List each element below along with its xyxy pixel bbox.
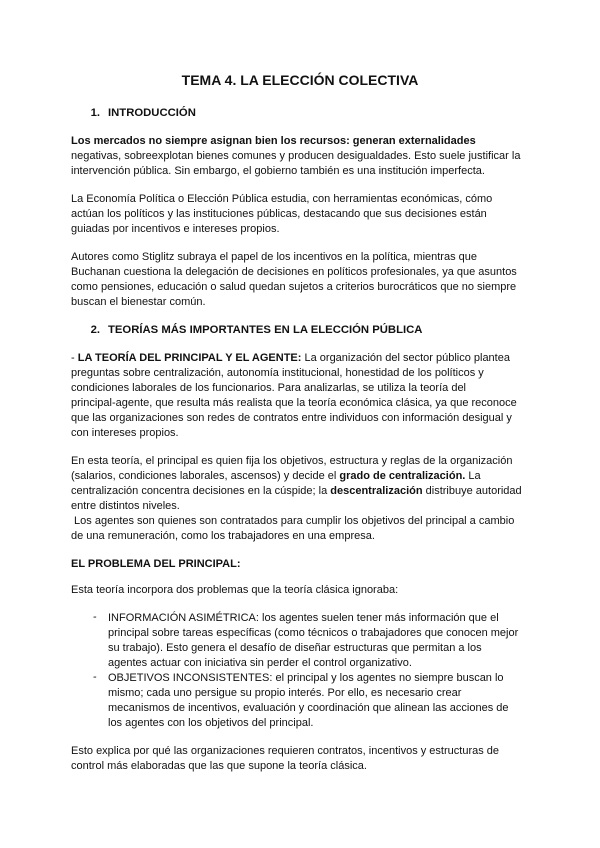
text-line bbox=[71, 469, 541, 484]
text-line: de una remuneración, como los trabajadores en una empresa. bbox=[71, 530, 375, 542]
paragraph-autores bbox=[71, 250, 541, 310]
section-heading-teorias bbox=[71, 323, 541, 338]
text-line: mismo; cada uno persigue su propio interés. Por ello, es necesario crear bbox=[108, 687, 462, 699]
text-line: actúan los políticos y las instituciones públicas, destacando que sus decisiones están bbox=[71, 208, 487, 220]
section-number: 1. bbox=[90, 107, 100, 119]
document-title: TEMA 4. LA ELECCIÓN COLECTIVA bbox=[181, 72, 419, 88]
text-line: como pensiones, educación o salud quedan sujetos a criterios burocráticos que no siempre bbox=[71, 281, 517, 293]
text-line bbox=[71, 484, 541, 499]
text-line: preguntas sobre centralización, autonomía institucional, honestidad de los políticos y bbox=[71, 367, 484, 379]
text-line: control más elaboradas que las que supone la teoría clásica. bbox=[71, 760, 367, 772]
list-item bbox=[71, 611, 541, 671]
paragraph-principal-agente bbox=[71, 351, 541, 441]
text-line: los agentes con los objetivos del principal. bbox=[108, 717, 314, 729]
bold-text: LA TEORÍA DEL PRINCIPAL Y EL AGENTE: bbox=[77, 352, 302, 364]
prefix: - bbox=[71, 352, 78, 364]
paragraph-economia-politica bbox=[71, 192, 541, 237]
text: La organización del sector público plantea bbox=[301, 352, 510, 364]
paragraph-principal-definicion bbox=[71, 454, 541, 544]
text-line: intervención pública. Sin embargo, el gobierno también es una institución imperfecta. bbox=[71, 165, 485, 177]
bold-text: grado de centralización. bbox=[339, 470, 466, 482]
text-line: INFORMACIÓN ASIMÉTRICA: los agentes suelen tener más información que el bbox=[108, 612, 499, 624]
text-line: principal-agente, que resulta más realista que la teoría económica clásica, ya que reconoce bbox=[71, 397, 517, 409]
text-line: su trabajo). Esto genera el desafío de diseñar estructuras que permitan a los bbox=[108, 642, 482, 654]
text-line: La Economía Política o Elección Pública estudia, con herramientas económicas, cómo bbox=[71, 193, 493, 205]
list-item bbox=[71, 671, 541, 731]
bullet-dash: - bbox=[93, 611, 97, 623]
text-line bbox=[71, 351, 541, 366]
text: centralización concentra decisiones en la cúspide; la bbox=[71, 485, 331, 497]
section-title: INTRODUCCIÓN bbox=[108, 107, 196, 119]
text-line: principal sobre tareas específicas (como técnicos o trabajadores que conocen mejor bbox=[108, 627, 519, 639]
text-line: negativas, sobreexplotan bienes comunes y producen desigualdades. Esto suele justificar la bbox=[71, 150, 521, 162]
subheading-problema-principal: EL PROBLEMA DEL PRINCIPAL: bbox=[71, 558, 241, 570]
text: (salarios, condiciones laborales, ascensos) y decide el bbox=[71, 470, 340, 482]
section-heading-introduccion bbox=[71, 106, 541, 121]
paragraph-intro-problemas bbox=[71, 583, 541, 598]
text-line: Esta teoría incorpora dos problemas que la teoría clásica ignoraba: bbox=[71, 584, 399, 596]
bold-text: descentralización bbox=[330, 485, 423, 497]
section-number: 2. bbox=[90, 324, 100, 336]
text-line: OBJETIVOS INCONSISTENTES: el principal y los agentes no siempre buscan lo bbox=[108, 672, 504, 684]
bold-text: Los mercados no siempre asignan bien los recursos: generan externalidades bbox=[71, 135, 476, 147]
paragraph-conclusion bbox=[71, 744, 541, 774]
text-line: agentes actuar con iniciativa sin perder el control organizativo. bbox=[108, 657, 412, 669]
document-content bbox=[71, 71, 541, 787]
paragraph-mercados bbox=[71, 134, 541, 179]
text-line: Esto explica por qué las organizaciones requieren contratos, incentivos y estructuras de bbox=[71, 745, 500, 757]
text-line: En esta teoría, el principal es quien fija los objetivos, estructura y reglas de la organización bbox=[71, 455, 513, 467]
text-line: condiciones laborales de los funcionarios. Para analizarlas, se utiliza la teoría del bbox=[71, 382, 467, 394]
text: La bbox=[465, 470, 481, 482]
text-line: buscan el bienestar común. bbox=[71, 296, 206, 308]
text-line: Los agentes son quienes son contratados para cumplir los objetivos del principal a cambio bbox=[71, 515, 515, 527]
text-line: con intereses propios. bbox=[71, 427, 179, 439]
text-line: mecanismos de incentivos, evaluación y coordinación que alinean las acciones de bbox=[108, 702, 509, 714]
text: distribuye autoridad bbox=[422, 485, 522, 497]
text-line: entre distintos niveles. bbox=[71, 500, 180, 512]
text-line: Buchanan cuestiona la delegación de decisiones en políticos profesionales, ya que asuntos bbox=[71, 266, 517, 278]
text-line: Autores como Stiglitz subraya el papel de los incentivos en la política, mientras que bbox=[71, 251, 477, 263]
bullet-list bbox=[71, 611, 541, 731]
section-title: TEORÍAS MÁS IMPORTANTES EN LA ELECCIÓN PÚBLICA bbox=[108, 324, 423, 336]
list-item-text bbox=[108, 671, 509, 731]
list-item-text bbox=[108, 611, 518, 671]
bullet-dash: - bbox=[93, 671, 97, 683]
text-line: que las organizaciones son redes de contratos entre individuos con información desigual y bbox=[71, 412, 512, 424]
text-line bbox=[71, 134, 541, 149]
text-line: guiadas por incentivos e intereses propios. bbox=[71, 223, 280, 235]
